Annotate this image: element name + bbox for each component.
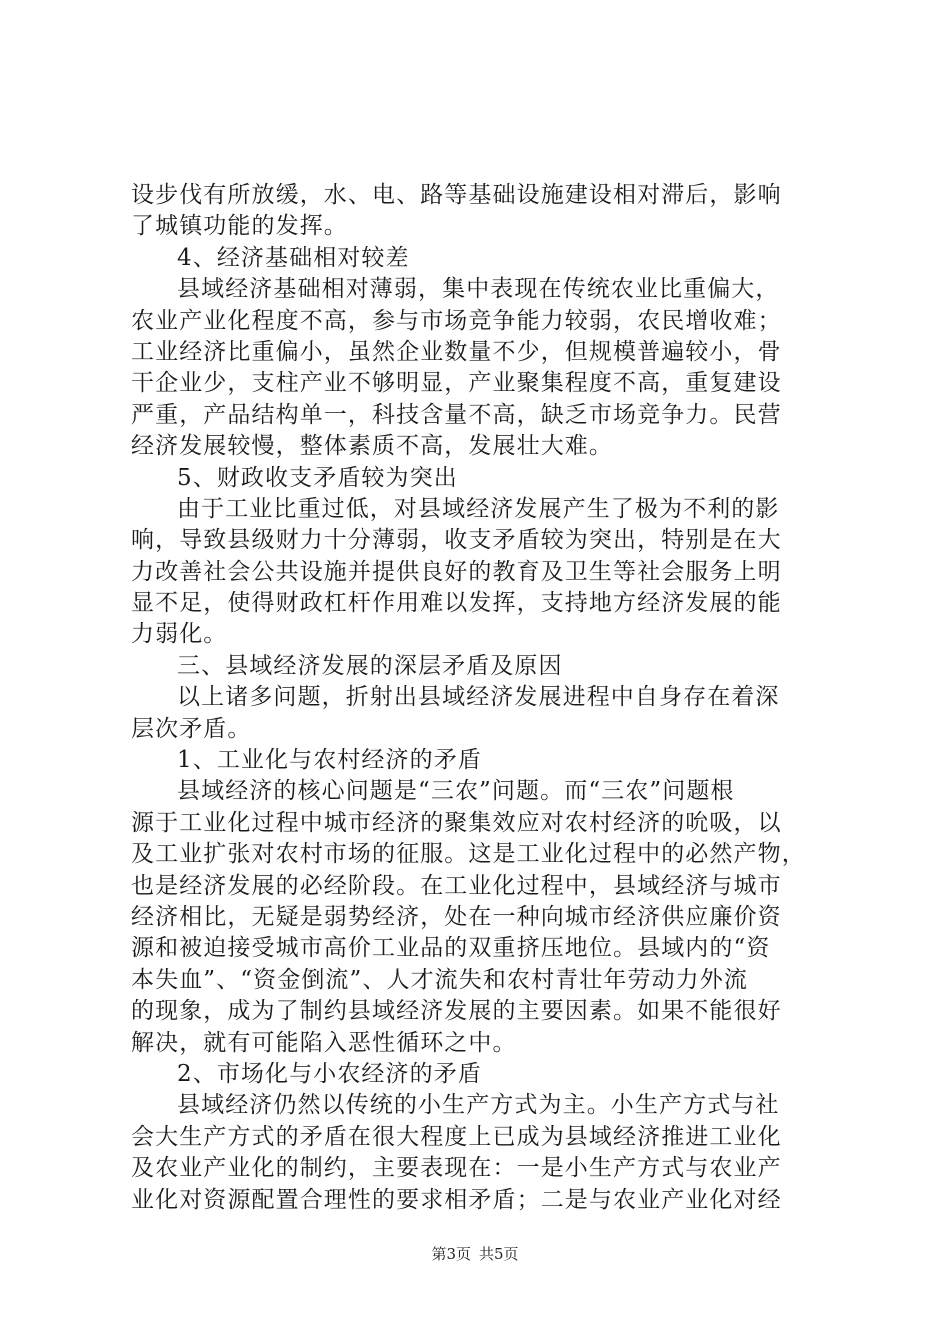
text-line: 5、财政收支矛盾较为突出 <box>177 464 458 491</box>
text-line: 及工业扩张对农村市场的征服。这是工业化过程中的必然产物， <box>131 841 806 868</box>
text-line: 严重，产品结构单一，科技含量不高，缺乏市场竞争力。民营 <box>131 401 782 428</box>
text-line: 本失血”、“资金倒流”、人才流失和农村青壮年劳动力外流 <box>131 966 748 993</box>
text-line: 显不足，使得财政杠杆作用难以发挥，支持地方经济发展的能 <box>131 590 782 617</box>
text-line: 源和被迫接受城市高价工业品的双重挤压地位。县域内的“资 <box>131 935 771 962</box>
text-line: 力改善社会公共设施并提供良好的教育及卫生等社会服务上明 <box>131 558 782 585</box>
text-line: 的现象，成为了制约县域经济发展的主要因素。如果不能很好 <box>131 998 782 1025</box>
text-line: 工业经济比重偏小，虽然企业数量不少，但规模普遍较小，骨 <box>131 338 782 365</box>
page-number: 第3页 <box>431 1245 471 1263</box>
document-body <box>131 180 831 1216</box>
text-line: 及农业产业化的制约，主要表现在：一是小生产方式与农业产 <box>131 1155 782 1182</box>
text-line: 力弱化。 <box>131 621 228 648</box>
text-line: 也是经济发展的必经阶段。在工业化过程中，县域经济与城市 <box>131 872 782 899</box>
text-line: 以上诸多问题，折射出县域经济发展进程中自身存在着深 <box>177 684 780 711</box>
text-line: 农业产业化程度不高，参与市场竞争能力较弱，农民增收难； <box>131 307 782 334</box>
text-line: 了城镇功能的发挥。 <box>131 213 348 240</box>
page-total: 共5页 <box>479 1245 519 1263</box>
text-line: 源于工业化过程中城市经济的聚集效应对农村经济的吮吸，以 <box>131 809 782 836</box>
text-line: 县域经济基础相对薄弱，集中表现在传统农业比重偏大， <box>177 276 780 303</box>
text-line: 响，导致县级财力十分薄弱，收支矛盾较为突出，特别是在大 <box>131 527 782 554</box>
text-line: 解决，就有可能陷入恶性循环之中。 <box>131 1029 517 1056</box>
text-line: 2、市场化与小农经济的矛盾 <box>177 1060 482 1087</box>
text-line: 会大生产方式的矛盾在很大程度上已成为县域经济推进工业化 <box>131 1123 782 1150</box>
text-line: 业化对资源配置合理性的要求相矛盾；二是与农业产业化对经 <box>131 1186 782 1213</box>
page-footer <box>0 1244 950 1264</box>
text-line: 三、县域经济发展的深层矛盾及原因 <box>177 652 563 679</box>
text-line: 经济发展较慢，整体素质不高，发展壮大难。 <box>131 433 613 460</box>
text-line: 干企业少，支柱产业不够明显，产业聚集程度不高，重复建设 <box>131 370 782 397</box>
text-line: 经济相比，无疑是弱势经济，处在一种向城市经济供应廉价资 <box>131 903 782 930</box>
text-line: 县域经济的核心问题是“三农”问题。而“三农”问题根 <box>177 778 735 805</box>
text-line: 由于工业比重过低，对县域经济发展产生了极为不利的影 <box>177 495 780 522</box>
text-line: 设步伐有所放缓，水、电、路等基础设施建设相对滞后，影响 <box>131 182 782 208</box>
text-line: 县域经济仍然以传统的小生产方式为主。小生产方式与社 <box>177 1092 780 1119</box>
text-line: 4、经济基础相对较差 <box>177 244 410 271</box>
text-line: 层次矛盾。 <box>131 715 252 742</box>
text-line: 1、工业化与农村经济的矛盾 <box>177 747 482 774</box>
